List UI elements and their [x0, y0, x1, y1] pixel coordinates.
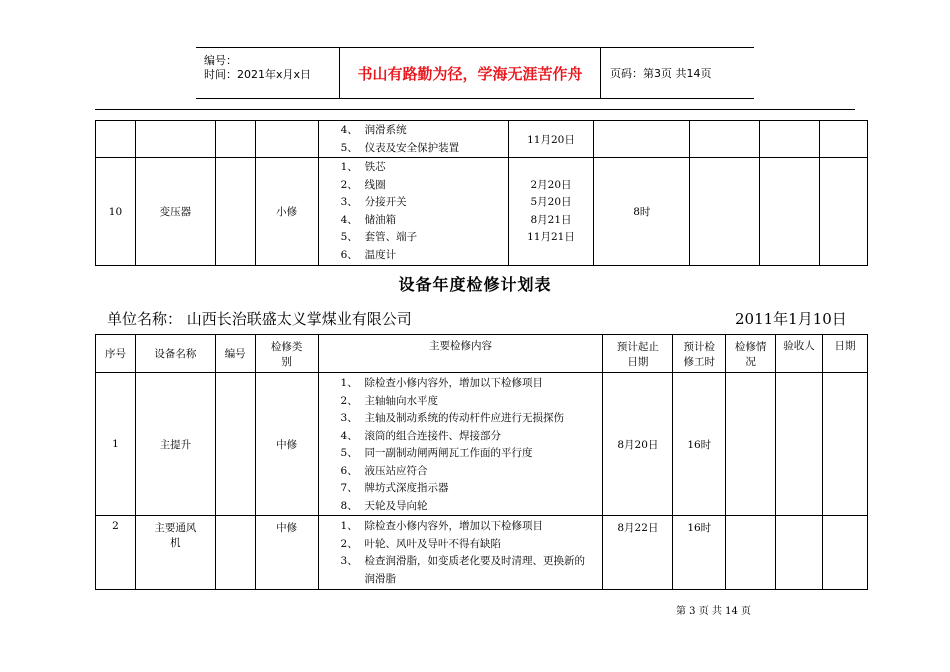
header-date: 日期 — [823, 335, 868, 373]
header-status-line: 检修情 — [734, 340, 767, 353]
cell-hours: 8时 — [594, 158, 690, 266]
date-line: 8月21日 — [530, 213, 572, 226]
header-plan-line: 预计起止 — [616, 340, 659, 353]
table-row — [96, 158, 868, 266]
cell-content — [318, 121, 508, 158]
cell-content — [318, 373, 603, 516]
cell-status — [726, 373, 776, 516]
cell-date-plan: 8月22日 — [603, 516, 673, 590]
cell-content — [318, 516, 603, 590]
header-type — [255, 335, 318, 373]
cell-type — [255, 121, 318, 158]
name-line: 主要通风 — [154, 522, 197, 534]
header-hours-line: 修工时 — [683, 355, 715, 368]
cell-name: 变压器 — [135, 158, 215, 266]
date-line: 11月21日 — [527, 231, 575, 243]
cell-name: 主提升 — [135, 373, 215, 516]
content-line: 6、 液压站应符合 — [340, 464, 428, 477]
cell-type: 中修 — [255, 373, 318, 516]
name-line: 机 — [170, 537, 181, 549]
content-line: 3、 检查润滑脂，如变质老化要及时清理、更换新的 — [340, 555, 586, 567]
header-plan-line: 日期 — [627, 355, 649, 368]
cell-hours — [594, 121, 690, 158]
header-content: 主要检修内容 — [318, 335, 603, 373]
cell-name — [135, 516, 215, 590]
date-line: 2月20日 — [530, 178, 572, 191]
unit-name: 单位名称： 山西长治联盛太义掌煤业有限公司 — [107, 310, 412, 328]
cell-hours: 16时 — [673, 516, 726, 590]
content-line: 2、 线圈 — [340, 178, 386, 191]
header-motto: 书山有路勤为径，学海无涯苦作舟 — [340, 48, 601, 98]
table-row — [96, 373, 868, 516]
cell-seq — [96, 121, 136, 158]
content-line: 7、 牌坊式深度指示器 — [340, 482, 449, 494]
report-date: 2011年1月10日 — [735, 310, 847, 328]
content-line: 8、 天轮及导向轮 — [340, 499, 428, 512]
header-status — [726, 335, 776, 373]
cell-date — [820, 121, 868, 158]
header-type-line: 检修类 — [270, 340, 303, 353]
cell-seq: 1 — [96, 373, 136, 516]
page-header — [196, 47, 754, 99]
cell-content — [318, 158, 508, 266]
cell-name — [135, 121, 215, 158]
content-line: 4、 滚筒的组合连接件、焊接部分 — [340, 429, 502, 442]
cell-type: 小修 — [255, 158, 318, 266]
cell-seq: 10 — [96, 158, 136, 266]
header-acceptor: 验收人 — [776, 335, 823, 373]
header-type-line: 别 — [281, 355, 292, 368]
content-line: 1、 除检查小修内容外，增加以下检修项目 — [340, 377, 544, 389]
header-name: 设备名称 — [135, 335, 215, 373]
content-line: 3、 分接开关 — [340, 196, 407, 208]
content-line: 1、 铁芯 — [340, 161, 386, 173]
header-divider — [95, 109, 855, 110]
page-footer: 第 3 页 共 14 页 — [676, 606, 751, 617]
header-page: 页码：第3页 共14页 — [610, 67, 712, 80]
cell-date — [820, 158, 868, 266]
cell-acceptor — [776, 373, 823, 516]
cell-status — [690, 158, 760, 266]
page-title: 设备年度检修计划表 — [398, 275, 552, 294]
cell-code — [215, 516, 255, 590]
cell-hours: 16时 — [673, 373, 726, 516]
cell-date — [823, 516, 868, 590]
cell-date — [823, 373, 868, 516]
content-line: 5、 同一副制动闸两闸瓦工作面的平行度 — [340, 447, 533, 459]
content-line: 润滑脂 — [364, 572, 397, 585]
content-line: 6、 温度计 — [340, 248, 397, 261]
cell-date-plan — [508, 158, 594, 266]
content-line: 2、 叶轮、风叶及导叶不得有缺陷 — [340, 537, 502, 550]
continuation-table — [95, 120, 868, 266]
cell-code — [215, 121, 255, 158]
cell-acceptor — [776, 516, 823, 590]
header-seq: 序号 — [96, 335, 136, 373]
cell-date-plan: 11月20日 — [508, 121, 594, 158]
content-line: 2、 主轴轴向水平度 — [340, 394, 439, 407]
content-line: 5、 仪表及安全保护装置 — [340, 141, 460, 154]
time-label: 时间：2021年x月x日 — [204, 68, 312, 81]
content-line: 1、 除检查小修内容外，增加以下检修项目 — [340, 520, 544, 532]
cell-date-plan: 8月20日 — [603, 373, 673, 516]
number-label: 编号： — [204, 54, 237, 67]
cell-code — [215, 158, 255, 266]
date-line: 5月20日 — [530, 196, 572, 208]
cell-type: 中修 — [255, 516, 318, 590]
header-meta — [196, 48, 340, 98]
table-row — [96, 516, 868, 590]
header-status-line: 况 — [745, 355, 756, 368]
cell-code — [215, 373, 255, 516]
content-line: 4、 储油箱 — [340, 213, 397, 226]
cell-acceptor — [760, 158, 820, 266]
header-plan — [603, 335, 673, 373]
header-hours-line: 预计检 — [683, 340, 715, 353]
content-line: 4、 润滑系统 — [340, 124, 407, 136]
cell-status — [726, 516, 776, 590]
header-hours — [673, 335, 726, 373]
content-line: 5、 套管、端子 — [340, 231, 418, 243]
cell-status — [690, 121, 760, 158]
header-code: 编号 — [215, 335, 255, 373]
table-row — [96, 121, 868, 158]
cell-seq: 2 — [96, 516, 136, 590]
cell-acceptor — [760, 121, 820, 158]
content-line: 3、 主轴及制动系统的传动杆件应进行无损探伤 — [340, 412, 565, 424]
table-header-row — [96, 335, 868, 373]
plan-table — [95, 334, 868, 590]
